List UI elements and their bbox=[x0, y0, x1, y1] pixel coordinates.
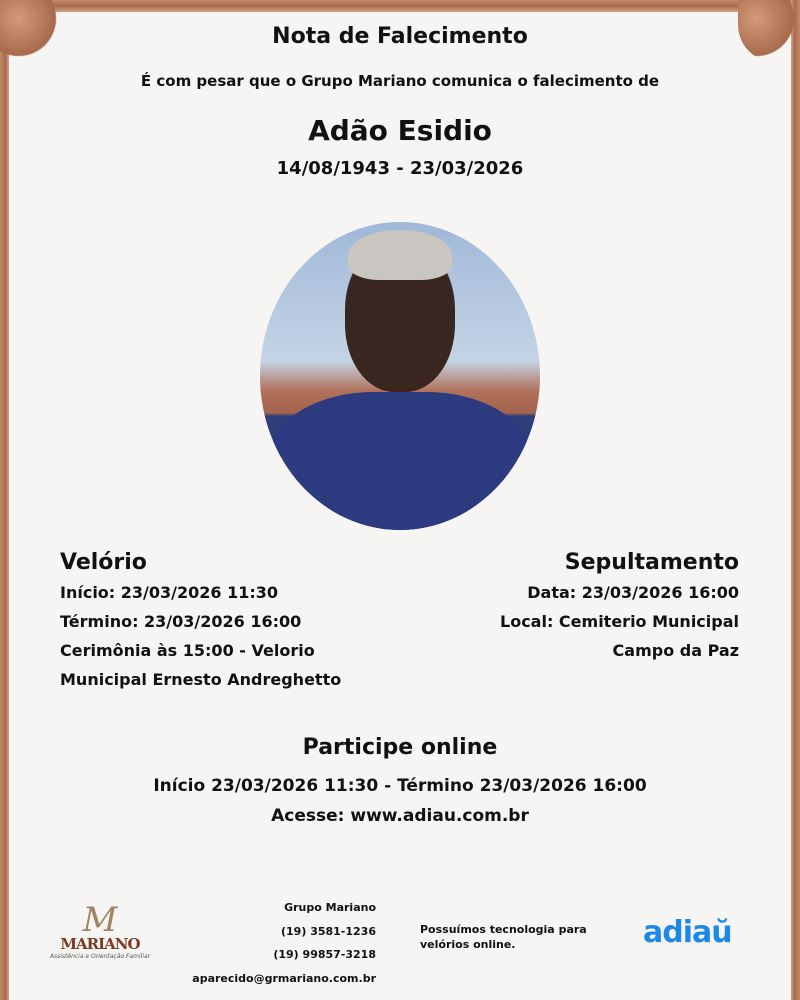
company-name: Grupo Mariano bbox=[284, 901, 376, 914]
phone: (19) 3581-1236 bbox=[281, 924, 376, 938]
tech-note: Possuímos tecnologia para velórios online. bbox=[420, 923, 587, 951]
sepultamento-section bbox=[500, 548, 739, 665]
sepultamento-location-cont: Campo da Paz bbox=[612, 641, 739, 660]
online-access-link[interactable]: Acesse: www.adiau.com.br bbox=[271, 806, 529, 826]
deceased-photo bbox=[260, 222, 540, 530]
velorio-section bbox=[60, 548, 341, 694]
adiau-logo: adiaŭ bbox=[643, 915, 732, 950]
life-dates: 14/08/1943 - 23/03/2026 bbox=[276, 158, 524, 179]
sepultamento-location: Local: Cemiterio Municipal bbox=[500, 612, 739, 631]
velorio-ceremony: Cerimônia às 15:00 - Velorio bbox=[60, 641, 315, 660]
velorio-start: Início: 23/03/2026 11:30 bbox=[60, 583, 279, 602]
page-title: Nota de Falecimento bbox=[272, 24, 528, 49]
email: aparecido@grmariano.com.br bbox=[192, 971, 376, 985]
contact-info bbox=[192, 896, 376, 990]
online-heading: Participe online bbox=[302, 735, 498, 760]
deceased-name: Adão Esidio bbox=[308, 114, 492, 147]
frame-border bbox=[0, 0, 9, 1000]
frame-border bbox=[0, 0, 800, 12]
phone: (19) 99857-3218 bbox=[273, 948, 376, 961]
velorio-end: Término: 23/03/2026 16:00 bbox=[60, 612, 302, 631]
velorio-heading: Velório bbox=[60, 550, 147, 575]
frame-border bbox=[791, 0, 800, 1000]
grupo-mariano-logo: M MARIANO Assistência e Orientação Familiar bbox=[49, 900, 151, 960]
sepultamento-heading: Sepultamento bbox=[564, 550, 739, 575]
online-period: Início 23/03/2026 11:30 - Término 23/03/2026 16:00 bbox=[153, 776, 647, 796]
sepultamento-date: Data: 23/03/2026 16:00 bbox=[527, 583, 739, 602]
subtitle: É com pesar que o Grupo Mariano comunica o falecimento de bbox=[140, 72, 660, 90]
velorio-location: Municipal Ernesto Andreghetto bbox=[60, 670, 342, 689]
